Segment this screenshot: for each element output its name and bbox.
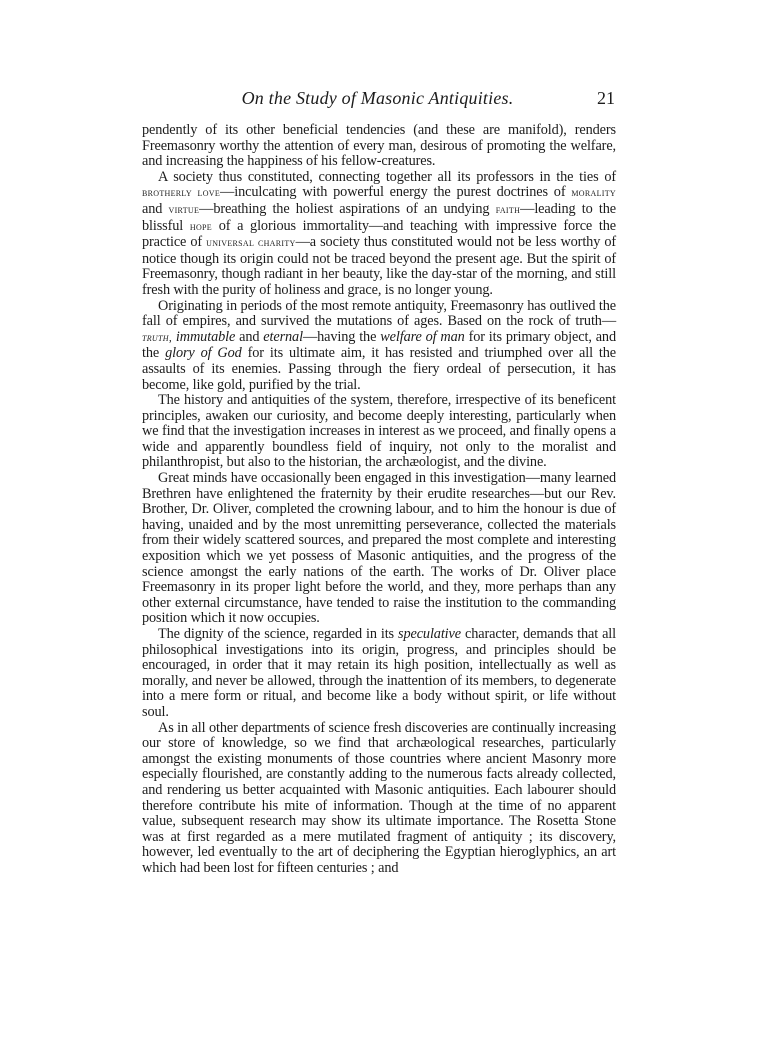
text-run: of a glorious immortality—and teaching with impressive force the practice of [142, 217, 616, 251]
italic-term: eternal [263, 328, 303, 345]
paragraph-4: The history and antiquities of the system, therefore, irrespective of its beneficent principles, awaken our curiosity, and become deeply interesting, particularly when we find that the investigation increases in interest as we proceed, and finally opens a wide and apparently boundless field of inquiry, not only to the moralist and philanthropist, but also to the historian, the archæologist, and the divine. [142, 392, 616, 471]
text-run: —having the [302, 328, 381, 345]
paragraph-5: Great minds have occasionally been engaged in this investigation—many learned Brethren have enlightened the fraternity by their erudite researches—but our Rev. Brother, Dr. Oliver, completed the crowning labour, and to him the honour is due of having, unaided and by the most unremitting perseverance, collected the materials from their widely scattered sources, and prepared the most complete and interesting exposition which we yet possess of Masonic antiquities, and the progress of the science amongst the early nations of the earth. The works of Dr. Oliver place Freemasonry in its proper light before the world, and they, more perhaps than any other external circumstance, have tended to raise the institution to the commanding position which it now occupies. [142, 470, 616, 627]
small-caps-term: brotherly love [142, 187, 221, 200]
page-number: 21 [597, 88, 615, 108]
paragraph-7: As in all other departments of science fresh discoveries are continually increasing our store of knowledge, so we find that archæological researches, particularly amongst the existing monuments of those countries where ancient Masonry more especially flourished, are constantly adding to the numerous facts already collected, and rendering us better acquainted with Masonic antiquities. Each labourer should therefore contribute his mite of information. Though at the time of no apparent value, subsequent research may show its ultimate importance. The Rosetta Stone was at first regarded as a mere mutilated fragment of antiquity ; its discovery, however, led eventually to the art of deciphering the Egyptian hieroglyphics, an art which had been lost for fifteen centuries ; and [142, 719, 616, 876]
paragraph-3 [142, 299, 616, 394]
body-text [142, 123, 616, 877]
small-caps-term: morality [571, 187, 616, 200]
small-caps-term: virtue [168, 203, 200, 216]
paragraph-6 [142, 627, 616, 721]
text-run: and [142, 200, 169, 217]
paragraph-1: pendently of its other beneficial tendencies (and these are manifold), renders Freemasonry worthy the attention of every man, desirous of promoting the welfare, and increasing the happiness of his fellow-creatures. [142, 122, 616, 170]
text-run: —inculcating with powerful energy the purest doctrines of [220, 184, 572, 201]
text-run: A society thus constituted, connecting together all its professors in the ties of [158, 168, 616, 185]
text-run: The dignity of the science, regarded in its [158, 626, 398, 642]
small-caps-term: hope [189, 220, 212, 233]
running-title: On the Study of Masonic Antiquities. [241, 88, 514, 108]
text-run: —breathing the holiest aspirations of an undying [199, 200, 496, 217]
text-run: for its ultimate aim, it has resisted and triumphed over all the assaults of its enemies. Passing through the fiery ordeal of persecution, it has become, like gold, purified by the trial. [142, 345, 616, 393]
text-run: character, demands that all philosophical investigations into its origin, progress, and principles should be encouraged, in order that it may retain its high position, intellectually as well as morally, and never be allowed, through the inattention of its members, to degenerate into a mere form or ritual, and become like a body without spirit, or life without soul. [142, 626, 617, 720]
text-run: and [235, 328, 264, 345]
italic-term: speculative [398, 626, 461, 642]
small-caps-term: truth, [142, 331, 173, 344]
text-run: for its primary object, and the [142, 328, 616, 362]
paragraph-2 [142, 170, 616, 299]
running-head [140, 88, 615, 112]
text-run: Originating in periods of the most remote antiquity, Freemasonry has outlived the fall of empires, and survived the mutations of ages. Based on the rock of truth— [142, 297, 616, 330]
italic-term: immutable [175, 328, 236, 345]
italic-term: glory of God [165, 345, 242, 362]
small-caps-term: faith [495, 203, 521, 216]
small-caps-term: universal charity [206, 237, 296, 250]
italic-term: welfare of man [380, 328, 465, 345]
text-run: —a society thus constituted would not be less worthy of notice though its origin could not be traced beyond the present age. But the spirit of Freemasonry, though radiant in her beauty, like the day-star of the morning, and still fresh with the purity of holiness and grace, is no longer young. [142, 234, 616, 298]
text-run: —leading to the blissful [142, 200, 616, 234]
